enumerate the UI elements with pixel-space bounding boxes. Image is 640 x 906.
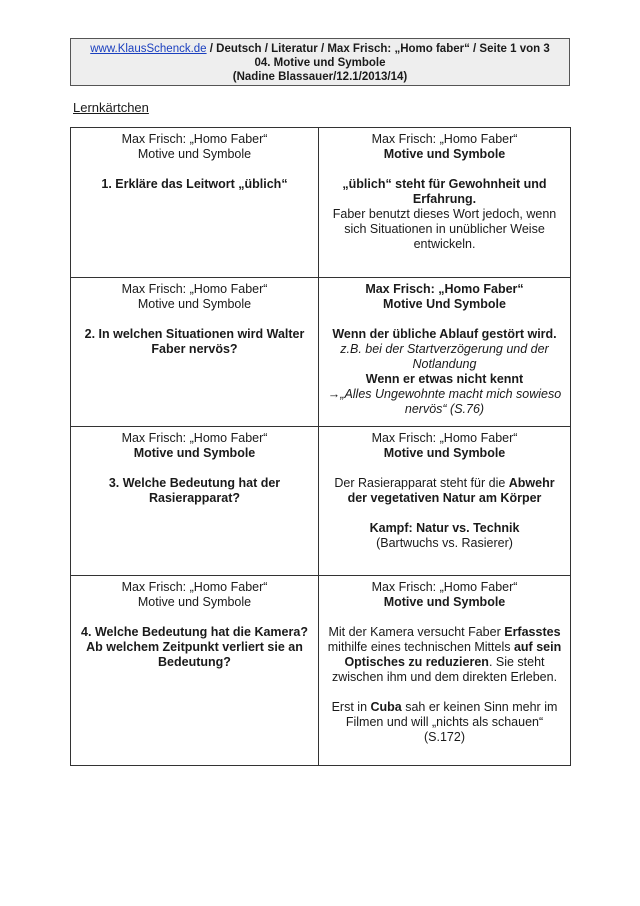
question-text: 4. Welche Bedeutung hat die Kamera? Ab welchem Zeitpunkt verliert sie an Bedeutung? bbox=[81, 625, 308, 669]
section-title: Lernkärtchen bbox=[73, 100, 149, 115]
card-subtitle: Motive und Symbole bbox=[133, 446, 256, 460]
question-card-4 bbox=[71, 576, 319, 766]
card-subtitle: Motive und Symbole bbox=[137, 147, 252, 161]
card-title: Max Frisch: „Homo Faber“ bbox=[365, 282, 524, 296]
card-subtitle: Motive und Symbole bbox=[137, 595, 252, 609]
card-row-3 bbox=[71, 427, 571, 576]
question-card-3 bbox=[71, 427, 319, 576]
question-text: 1. Erkläre das Leitwort „üblich“ bbox=[101, 177, 288, 191]
answer-text: (Bartwuchs vs. Rasierer) bbox=[376, 536, 513, 550]
card-subtitle: Motive und Symbole bbox=[383, 595, 506, 609]
card-title: Max Frisch: „Homo Faber“ bbox=[121, 132, 268, 146]
answer-quote: →„Alles Ungewohnte macht mich sowieso nervös“ (S.76) bbox=[327, 387, 562, 416]
card-title: Max Frisch: „Homo Faber“ bbox=[121, 282, 268, 296]
card-title: Max Frisch: „Homo Faber“ bbox=[121, 580, 268, 594]
question-card-2 bbox=[71, 278, 319, 427]
header-line-3: (Nadine Blassauer/12.1/2013/14) bbox=[232, 71, 408, 83]
answer-card-3 bbox=[319, 427, 571, 576]
card-title: Max Frisch: „Homo Faber“ bbox=[371, 431, 518, 445]
answer-text: z.B. bei der Startverzögerung und der Notlandung bbox=[340, 342, 549, 371]
card-row-2 bbox=[71, 278, 571, 427]
card-row-1 bbox=[71, 128, 571, 278]
card-subtitle: Motive und Symbole bbox=[137, 297, 252, 311]
answer-text: Faber benutzt dieses Wort jedoch, wenn sich Situationen in unüblicher Weise entwickeln. bbox=[332, 207, 557, 251]
answer-text: „üblich“ steht für Gewohnheit und Erfahrung. bbox=[342, 177, 547, 206]
card-subtitle: Motive und Symbole bbox=[383, 147, 506, 161]
header-line-2: 04. Motive und Symbole bbox=[254, 57, 386, 69]
question-card-1 bbox=[71, 128, 319, 278]
card-title: Max Frisch: „Homo Faber“ bbox=[371, 580, 518, 594]
question-text: 2. In welchen Situationen wird Walter Faber nervös? bbox=[84, 327, 305, 356]
header-line-1 bbox=[71, 42, 569, 56]
page-header bbox=[70, 38, 570, 86]
answer-text: Kampf: Natur vs. Technik bbox=[369, 521, 520, 535]
answer-text: Der Rasierapparat steht für die Abwehr der vegetativen Natur am Körper bbox=[334, 476, 555, 505]
answer-text: Wenn der übliche Ablauf gestört wird. bbox=[332, 327, 557, 341]
card-title: Max Frisch: „Homo Faber“ bbox=[121, 431, 268, 445]
header-line-1-text: / Deutsch / Literatur / Max Frisch: „Homo faber“ / Seite 1 von 3 bbox=[206, 43, 550, 55]
answer-text: Erst in Cuba sah er keinen Sinn mehr im Filmen und will „nichts als schauen“ (S.172) bbox=[331, 700, 558, 744]
card-row-4 bbox=[71, 576, 571, 766]
card-title: Max Frisch: „Homo Faber“ bbox=[371, 132, 518, 146]
answer-card-1 bbox=[319, 128, 571, 278]
question-text: 3. Welche Bedeutung hat der Rasierapparat? bbox=[108, 476, 281, 505]
card-subtitle: Motive und Symbole bbox=[383, 446, 506, 460]
answer-text: Mit der Kamera versucht Faber Erfasstes mithilfe eines technischen Mittels auf sein Optisches zu reduzieren. Sie steht zwischen ihm und dem direkten Erleben. bbox=[327, 625, 562, 684]
flashcard-table bbox=[70, 127, 571, 766]
card-subtitle: Motive Und Symbole bbox=[383, 297, 506, 311]
answer-card-2 bbox=[319, 278, 571, 427]
answer-text: Wenn er etwas nicht kennt bbox=[365, 372, 524, 386]
website-link[interactable]: www.KlausSchenck.de bbox=[90, 43, 207, 55]
answer-card-4 bbox=[319, 576, 571, 766]
